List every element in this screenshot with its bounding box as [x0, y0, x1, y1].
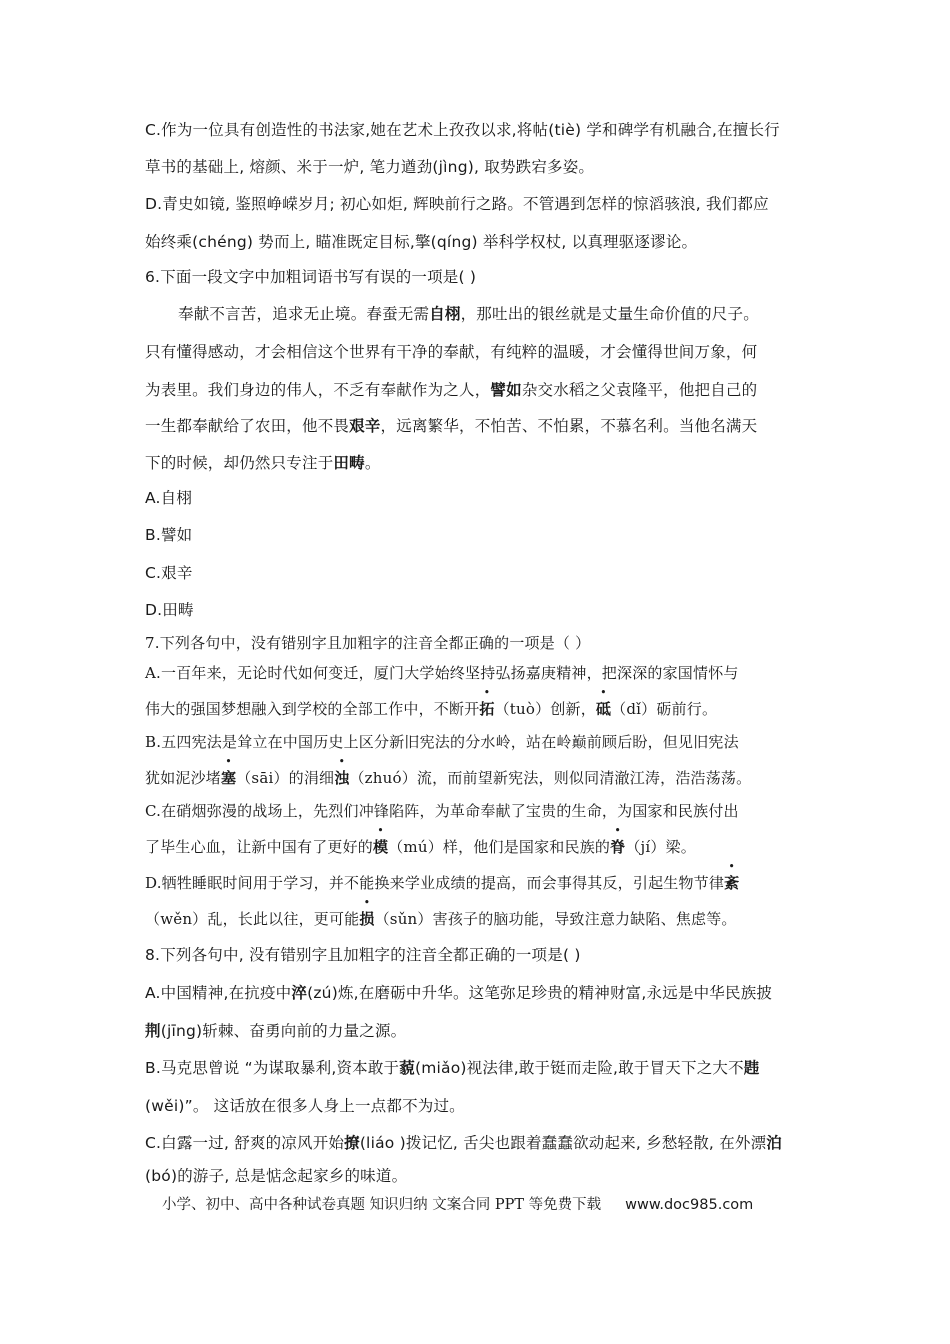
- q6-stem: 6.下面一段文字中加粗词语书写有误的一项是( ): [145, 268, 477, 286]
- option-text: (miǎo)视法律,敢于铤而走险,敢于冒天下之大不: [414, 1059, 744, 1077]
- q6-passage-line1: [178, 302, 759, 324]
- bold-word-3: 艰辛: [349, 416, 381, 435]
- q5-option-d-line2: 始终乘(chéng) 势而上, 瞄准既定目标,擎(qíng) 举科学权杖, 以真理驱逐谬论。: [145, 233, 698, 251]
- passage-text: ，远离繁华，不怕苦、不怕累，不慕名利。当他名满天: [380, 417, 758, 435]
- option-text: （sǔn）害孩子的脑功能，导致注意力缺陷、焦虑等。: [374, 910, 737, 928]
- option-text: B.马克思曾说 “为谋取暴利,资本敢于: [145, 1059, 400, 1077]
- option-text: （dǐ）砺前行。: [611, 700, 718, 718]
- dotted-char: 脊: [610, 838, 626, 856]
- footer-text: 小学、初中、高中各种试卷真题 知识归纳 文案合同 PPT 等免费下载: [162, 1197, 602, 1213]
- q8-option-a-line2: [145, 1019, 406, 1041]
- q6-passage-line2: 只有懂得感动，才会相信这个世界有干净的奉献，有纯粹的温暖，才会懂得世间万象，何: [145, 343, 758, 361]
- bold-char: 藐: [399, 1059, 415, 1077]
- option-text: （wěn）乱，长此以往，更可能: [145, 910, 360, 928]
- option-text: （sāi）的涓细: [236, 769, 335, 787]
- dotted-char: 拓: [479, 700, 495, 718]
- q7-option-b-line2: [145, 767, 751, 788]
- q7-option-a-line2: [145, 698, 717, 719]
- passage-text: ，那吐出的银丝就是丈量生命价值的尺子。: [460, 305, 759, 323]
- q8-stem: 8.下列各句中, 没有错别字且加粗字的注音全都正确的一项是( ): [145, 946, 581, 964]
- q6-option-c: C.艰辛: [145, 564, 193, 582]
- dotted-char: 模: [373, 838, 389, 856]
- bold-char: 淬: [291, 984, 308, 1002]
- option-text: 犹如泥沙堵: [145, 769, 222, 787]
- q8-option-c-line2: (bó)的游子, 总是惦念起家乡的味道。: [145, 1167, 408, 1185]
- bold-word-1: 自栩: [429, 304, 461, 323]
- option-text: (liáo )拨记忆, 舌尖也跟着蠢蠢欲动起来, 乡愁轻散, 在外漂: [359, 1134, 767, 1152]
- option-text: （tuò）创新，: [494, 700, 596, 718]
- bold-char: 韪: [743, 1059, 760, 1077]
- q6-passage-line5: [145, 451, 381, 473]
- q8-option-c-line1: [145, 1131, 782, 1153]
- option-text: 了毕生心血，让新中国有了更好的: [145, 838, 374, 856]
- q8-option-b-line2: (wěi)”。 这话放在很多人身上一点都不为过。: [145, 1097, 465, 1115]
- q7-option-c-line1: C.在硝烟弥漫的战场上，先烈们冲锋陷阵，为革命奉献了宝贵的生命，为国家和民族付出: [145, 802, 739, 820]
- option-text: （zhuó）流，而前望新宪法，则似同清澈江涛，浩浩荡荡。: [349, 769, 752, 787]
- option-text: (jīng)斩棘、奋勇向前的力量之源。: [160, 1022, 407, 1040]
- q5-option-d-line1: D.青史如镜, 鉴照峥嵘岁月; 初心如炬, 辉映前行之路。不管遇到怎样的惊滔骇浪, 我们都应: [145, 195, 769, 213]
- bold-char: 泊: [766, 1134, 782, 1152]
- dotted-char: 紊: [724, 874, 740, 892]
- passage-text: 下的时候，却仍然只专注于: [145, 454, 334, 472]
- option-text: （jí）梁。: [625, 838, 696, 856]
- q5-option-c-line1: C.作为一位具有创造性的书法家,她在艺术上孜孜以求,将帖(tiè) 学和碑学有机融合,在擅长行: [145, 121, 780, 139]
- q8-option-a-line1: [145, 981, 772, 1003]
- q7-option-a-line1: A.一百年来，无论时代如何变迁，厦门大学始终坚持弘扬嘉庚精神，把深深的家国情怀与: [145, 664, 739, 682]
- option-text: A.中国精神,在抗疫中: [145, 984, 292, 1002]
- q6-option-a: A.自栩: [145, 489, 193, 507]
- option-text: D.牺牲睡眠时间用于学习，并不能换来学业成绩的提高，而会事得其反，引起生物节律: [145, 874, 725, 892]
- option-text: C.白露一过, 舒爽的凉风开始: [145, 1134, 345, 1152]
- q6-passage-line3: [145, 378, 757, 400]
- q7-option-c-line2: [145, 836, 696, 857]
- q7-option-d-line2: [145, 908, 737, 929]
- dotted-char: 砥: [595, 700, 612, 718]
- option-text: （mú）样，他们是国家和民族的: [388, 838, 611, 856]
- page-footer: [162, 1193, 753, 1214]
- q5-option-c-line2: 草书的基础上, 熔颜、米于一炉, 笔力遒劲(jìng), 取势跌宕多姿。: [145, 158, 595, 176]
- q8-option-b-line1: [145, 1056, 760, 1078]
- footer-url[interactable]: www.doc985.com: [625, 1197, 754, 1213]
- option-text: 伟大的强国梦想融入到学校的全部工作中，不断开: [145, 700, 480, 718]
- dotted-char: 浊: [334, 769, 350, 787]
- bold-word-4: 田畴: [333, 453, 365, 472]
- q6-passage-line4: [145, 414, 757, 436]
- passage-text: 为表里。我们身边的伟人，不乏有奉献作为之人，: [145, 381, 491, 399]
- bold-char: 荆: [145, 1022, 161, 1040]
- option-text: (zú)炼,在磨砺中升华。这笔弥足珍贵的精神财富,永远是中华民族披: [307, 984, 773, 1002]
- bold-char: 撩: [344, 1134, 360, 1152]
- passage-text: 。: [364, 454, 381, 472]
- dotted-char: 塞: [221, 769, 237, 787]
- q7-option-b-line1: B.五四宪法是耸立在中国历史上区分新旧宪法的分水岭，站在岭巅前顾后盼，但见旧宪法: [145, 733, 739, 751]
- passage-text: 一生都奉献给了农田，他不畏: [145, 417, 350, 435]
- q6-option-d: D.田畴: [145, 601, 194, 619]
- bold-word-2: 譬如: [490, 380, 522, 399]
- dotted-char: 损: [359, 910, 375, 928]
- passage-text: 杂交水稻之父袁隆平，他把自己的: [521, 381, 758, 399]
- q7-option-d-line1: [145, 872, 739, 893]
- q6-option-b: B.譬如: [145, 526, 193, 544]
- q7-stem: 7.下列各句中，没有错别字且加粗字的注音全都正确的一项是（ ）: [145, 634, 591, 652]
- passage-text: 奉献不言苦，追求无止境。春蚕无需: [178, 305, 430, 323]
